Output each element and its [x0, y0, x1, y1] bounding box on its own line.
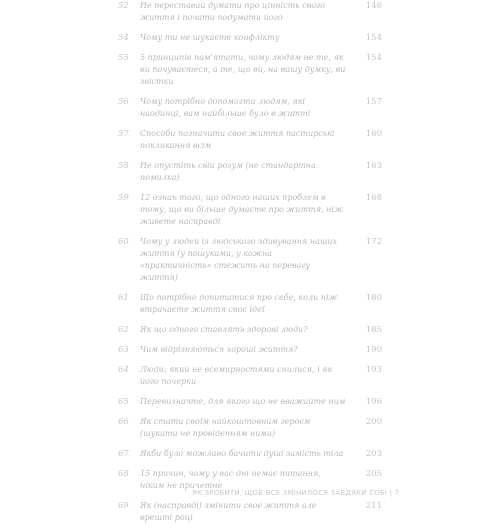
toc-entry-page: 190 [365, 345, 382, 355]
toc-entry-title: Чому ти не шукаєте конфлікту [140, 33, 280, 42]
toc-entry-number: 59 [118, 193, 129, 203]
toc-entry-page: 196 [365, 397, 382, 407]
toc-entry-number: 63 [118, 345, 129, 355]
toc-entry-page: 154 [365, 53, 382, 63]
toc-entry-title: Люди, який не всемирностями снилися, і як його почерки [140, 365, 333, 386]
toc-entry-number: 57 [118, 129, 129, 139]
toc-entry-number: 58 [118, 161, 129, 171]
toc-entry[interactable] [118, 128, 382, 152]
toc-entry-title: Чому у людей із людського здивування наших життя (у пошуками, у кожна «практичність» стежить на перевагу життя) [140, 237, 338, 282]
toc-entry[interactable] [118, 32, 382, 44]
toc-entry-page: 146 [365, 1, 382, 11]
toc-entry-number: 64 [118, 365, 129, 375]
toc-entry-number: 68 [118, 469, 129, 479]
toc-entry[interactable] [118, 160, 382, 184]
toc-entry-title: Як що одного ставлять здорові люди? [140, 325, 308, 334]
toc-entry-title: Що потрібно допитатися про себе, коли ніж втрачаєте життя своє ідеї [140, 293, 338, 314]
toc-entry-page: 168 [365, 193, 382, 203]
toc-entry-number: 56 [118, 97, 129, 107]
toc-entry-number: 54 [118, 33, 129, 43]
toc-entry-title: 12 ознак того, що одного наших проблем в тому, що ви більше думаєте про життя, ніж живете насправді [140, 193, 344, 226]
toc-entry[interactable] [118, 192, 382, 228]
toc-entry-number: 65 [118, 397, 129, 407]
toc-entry-title: Чому потрібно допомогти людям, які наодинці, вам найбільше було в житті [140, 97, 311, 118]
toc-entry-number: 55 [118, 53, 129, 63]
toc-entry[interactable] [118, 52, 382, 88]
toc-entry-title: Перевизначте, для якого що не вважайте ним [140, 397, 346, 406]
toc-entry-number: 66 [118, 417, 129, 427]
toc-entry-page: 193 [365, 365, 382, 375]
toc-entry-title: Не опустіть свій розум (не стандартна помилка) [140, 161, 316, 182]
toc-entry[interactable] [118, 344, 382, 356]
toc-entry[interactable] [118, 324, 382, 336]
toc-entry-page: 200 [365, 417, 382, 427]
toc-entry-title: Як стати своїм найкоштовним героєм (шукати не провіденням ними) [140, 417, 311, 438]
toc-entry-title: Як (насправді) змінити своє життя але врешті році [140, 501, 317, 522]
toc-entry-number: 67 [118, 449, 129, 459]
toc-entry[interactable] [118, 292, 382, 316]
toc-entry-page: 163 [365, 161, 382, 171]
toc-entry-page: 211 [365, 501, 382, 511]
toc-entry[interactable] [118, 96, 382, 120]
toc-entry[interactable] [118, 0, 382, 24]
toc-entry-number: 69 [118, 501, 129, 511]
toc-entry[interactable] [118, 500, 382, 524]
toc-entry[interactable] [118, 236, 382, 284]
toc-entry-page: 154 [365, 33, 382, 43]
toc-entry-title: Не переставай думати про цінність свого життя і почати подумати його [140, 1, 325, 22]
toc-entry[interactable] [118, 396, 382, 408]
toc-entry-title: Якби було можливо бачити душі замість тіла [140, 449, 344, 458]
toc-entry-page: 205 [365, 469, 382, 479]
toc-entry-number: 61 [118, 293, 129, 303]
toc-entry-page: 172 [365, 237, 382, 247]
toc-entry-title: 15 причин, чому у вас дні немає питання, ніким не причетне [140, 469, 321, 490]
page-footer: ЯК ЗРОБИТИ, ЩОБ ВСЕ ЗМІНИЛОСЯ ЗАВДЯКИ СОБІ | 7 [192, 489, 400, 497]
toc-entry-page: 185 [365, 325, 382, 335]
toc-entry-page: 180 [365, 293, 382, 303]
toc-entry[interactable] [118, 448, 382, 460]
toc-entry[interactable] [118, 416, 382, 440]
toc-entry-title: 5 принципів пам'ятати, чому людям не те, як ви почуваєтеся, а те, що ви, на вашу думку, ви звістки [140, 53, 346, 86]
toc-entry-title: Способи позначити своє життя пастирські покликання всім [140, 129, 335, 150]
toc-entry[interactable] [118, 364, 382, 388]
toc-entry-page: 160 [365, 129, 382, 139]
table-of-contents [118, 0, 382, 532]
toc-entry-title: Чим відрізняються хороші життя? [140, 345, 298, 354]
toc-entry-number: 60 [118, 237, 129, 247]
toc-entry-number: 62 [118, 325, 129, 335]
toc-entry-page: 157 [365, 97, 382, 107]
toc-entry-page: 203 [365, 449, 382, 459]
toc-entry-number: 52 [118, 1, 129, 11]
